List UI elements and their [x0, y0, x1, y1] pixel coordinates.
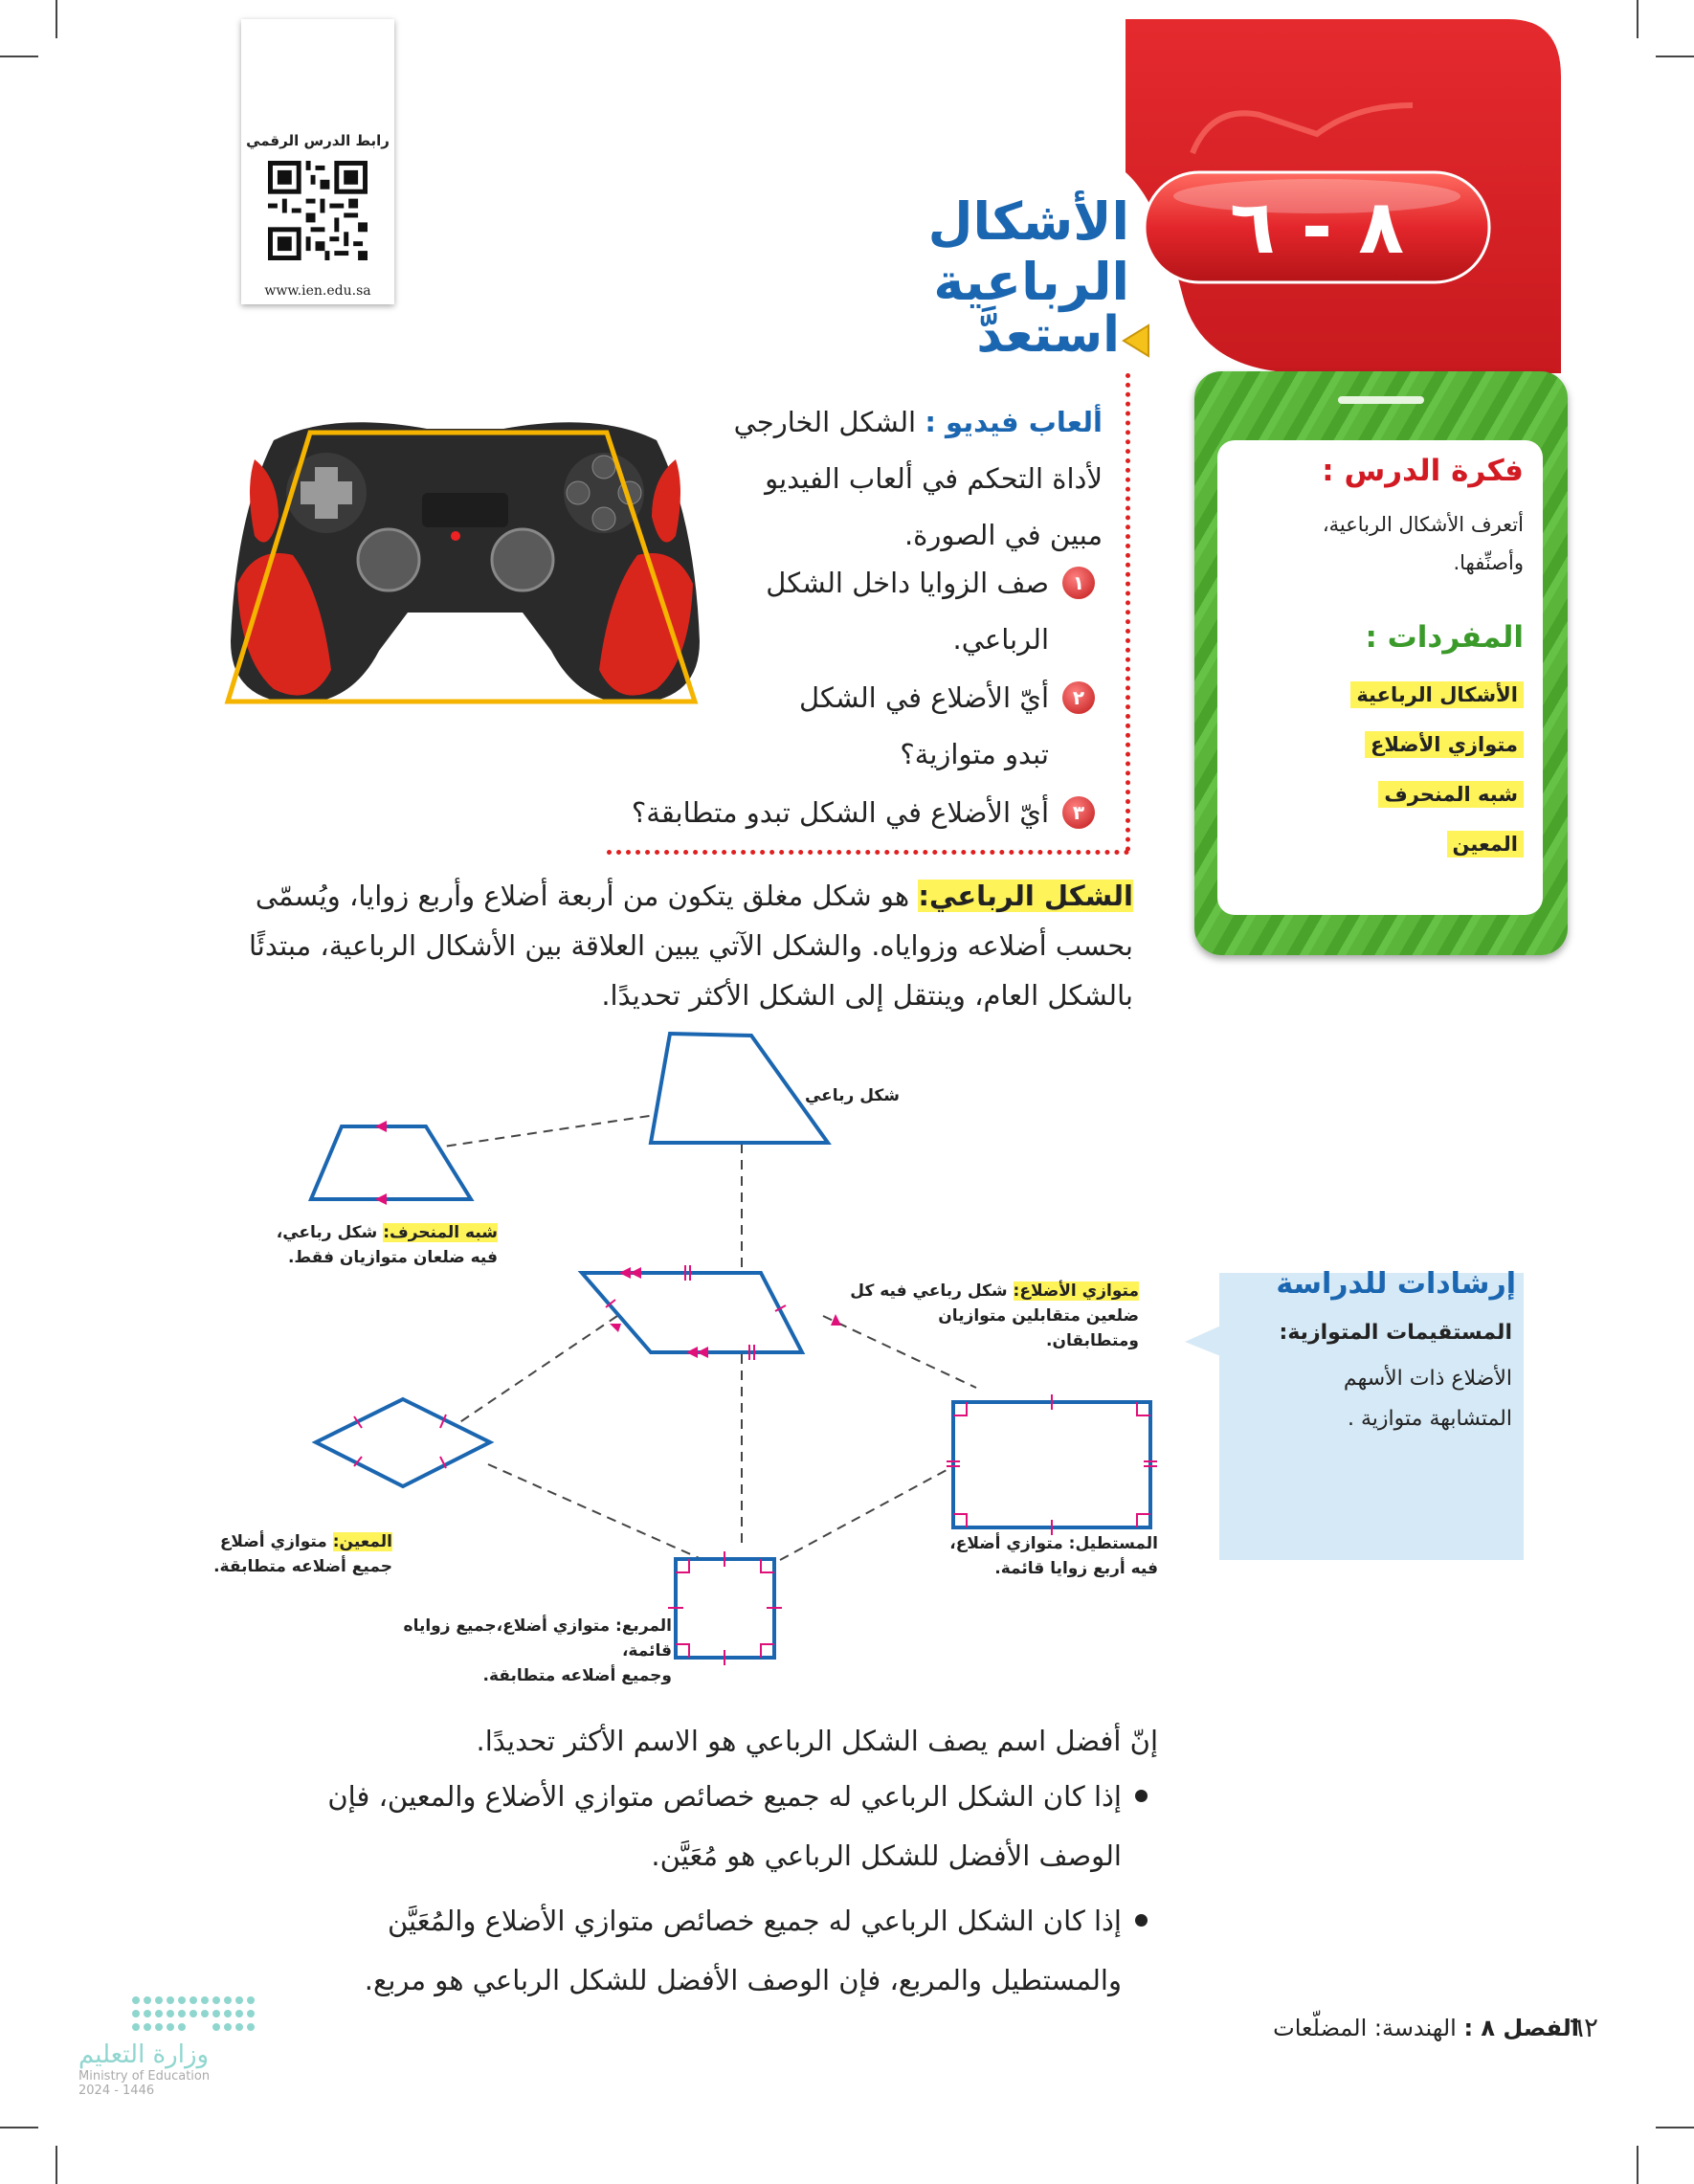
qr-label: رابط الدرس الرقمي: [246, 132, 390, 149]
parallelogram-desc1: شكل رباعي فيه كل: [850, 1281, 1008, 1301]
link-rectangle-square: [780, 1464, 957, 1560]
qr-url[interactable]: www.ien.edu.sa: [264, 283, 371, 299]
idea-line2: وأصنِّفها.: [1453, 551, 1524, 574]
ministry-emblem-icon: [126, 1991, 270, 2040]
rhombus-desc2: جميع أضلاعه متطابقة.: [213, 1557, 392, 1576]
trapezoid-desc2: فيه ضلعان متوازيان فقط.: [287, 1248, 498, 1267]
game-controller-image: [216, 402, 714, 716]
rhombus-term: المعين:: [332, 1532, 392, 1551]
rectangle-shape: [953, 1402, 1150, 1527]
play-arrow-icon: [1122, 323, 1150, 358]
ministry-name-en: Ministry of Education: [78, 2069, 211, 2084]
ministry-name-ar: وزارة التعليم: [78, 2040, 210, 2069]
study-tips-title: إرشادات للدراسة: [1276, 1267, 1516, 1301]
bullet-1-line2: الوصف الأفضل للشكل الرباعي هو مُعَيَّن.: [651, 1839, 1122, 1872]
intro-keyword: ألعاب فيديو :: [925, 406, 1103, 438]
parallelogram-shape: [582, 1273, 802, 1352]
definition-line1: هو شكل مغلق يتكون من أربعة أضلاع وأربع زوايا، ويُسمّى: [255, 880, 910, 912]
link-quad-trapezoid: [431, 1115, 656, 1148]
square-line2: وجميع أضلاعه متطابقة.: [482, 1666, 672, 1685]
bullet-dot: [1135, 1914, 1148, 1927]
bullet-1-line1: إذا كان الشكل الرباعي له جميع خصائص متوازي الأضلاع والمعين، فإن: [327, 1780, 1122, 1813]
intro-text: [727, 394, 1103, 564]
chapter-title: الهندسة: المضلّعات: [1273, 2015, 1457, 2041]
square-shape: [676, 1559, 774, 1658]
question-number-1: ١: [1062, 567, 1095, 599]
bullet-2: [287, 1891, 1122, 2010]
question-2-line1: أيّ الأضلاع في الشكل: [798, 681, 1049, 714]
label-rectangle: [938, 1531, 1158, 1581]
dotted-divider-vertical: [1126, 373, 1130, 852]
study-tips-text: [1244, 1359, 1512, 1439]
ministry-logo: [78, 1991, 270, 2098]
label-trapezoid: [249, 1220, 498, 1270]
study-tips-subtitle: المستقيمات المتوازية:: [1279, 1321, 1512, 1345]
question-1-line1: صف الزوايا داخل الشكل: [766, 567, 1049, 599]
idea-title: فكرة الدرس :: [1322, 454, 1524, 488]
trapezoid-shape: [311, 1126, 471, 1199]
best-name-intro: إنّ أفضل اسم يصف الشكل الرباعي هو الاسم الأكثر تحديدًا.: [476, 1725, 1158, 1757]
chapter-footer: [1101, 2015, 1579, 2041]
definition-line2: بحسب أضلاعه وزواياه. والشكل الآتي يبين العلاقة بين الأشكال الرباعية، مبتدئًا: [248, 929, 1133, 962]
intro-line2: لأداة التحكم في ألعاب الفيديو: [765, 462, 1103, 495]
dotted-divider-horizontal: [607, 850, 1129, 855]
bullet-dot: [1135, 1790, 1148, 1802]
definition-term: الشكل الرباعي:: [918, 880, 1133, 912]
bullet-1: [287, 1767, 1122, 1885]
rectangle-line1: المستطيل: متوازي أضلاع،: [949, 1534, 1158, 1553]
lesson-number: ٨ - ٦: [1230, 184, 1404, 271]
label-rhombus: [201, 1529, 392, 1579]
idea-text: [1323, 505, 1524, 582]
vocab-item: متوازي الأضلاع: [1365, 731, 1524, 758]
parallelogram-term: متوازي الأضلاع:: [1013, 1281, 1139, 1301]
bullet-2-line2: والمستطيل والمربع، فإن الوصف الأفضل للشكل الرباعي هو مربع.: [364, 1964, 1122, 1996]
question-1-line2: الرباعي.: [952, 623, 1049, 656]
speech-pointer-icon: [1183, 1321, 1223, 1361]
sidebar-tab: [1338, 396, 1424, 404]
sidebar-panel: [1217, 440, 1543, 915]
rectangle-line2: فيه أربع زوايا قائمة.: [994, 1559, 1158, 1578]
label-parallelogram: [842, 1279, 1139, 1353]
question-1: [727, 555, 1049, 668]
bullet-2-line1: إذا كان الشكل الرباعي له جميع خصائص متوازي الأضلاع والمُعَيَّن: [387, 1905, 1122, 1937]
question-2-line2: تبدو متوازية؟: [900, 738, 1049, 770]
question-number-3: ٣: [1062, 796, 1095, 829]
link-rhombus-square: [488, 1464, 703, 1560]
vocab-item: الأشكال الرباعية: [1350, 681, 1524, 708]
chapter-label: الفصل ٨ :: [1463, 2015, 1579, 2041]
definition-line3: بالشكل العام، وينتقل إلى الشكل الأكثر تحديدًا.: [601, 979, 1133, 1012]
vocab-item: المعين: [1447, 831, 1525, 858]
question-3-line1: أيّ الأضلاع في الشكل تبدو متطابقة؟: [631, 796, 1049, 829]
rhombus-shape: [316, 1399, 490, 1486]
square-line1: المربع: متوازي أضلاع،جميع زواياه قائمة،: [403, 1616, 672, 1660]
vocab-title: المفردات :: [1365, 620, 1524, 655]
question-3: [536, 785, 1049, 841]
parallelogram-desc2: ضلعين متقابلين متوازيان ومتطابقان.: [938, 1306, 1139, 1350]
intro-line3: مبين في الصورة.: [903, 519, 1103, 551]
label-quadrilateral: شكل رباعي: [804, 1086, 900, 1105]
label-square: [354, 1614, 672, 1688]
page-number: ٦٢: [1569, 2012, 1598, 2043]
qr-code-icon[interactable]: [268, 161, 368, 260]
study-tips-line2: المتشابهة متوازية .: [1348, 1407, 1512, 1431]
idea-line1: أتعرف الأشكال الرباعية،: [1322, 513, 1524, 536]
question-2: [727, 670, 1049, 783]
ministry-year: 2024 - 1446: [78, 2084, 155, 2098]
lesson-title: الأشكال الرباعية: [927, 191, 1129, 312]
get-ready-title: استعدَّ: [976, 306, 1120, 364]
study-tips-line1: الأضلاع ذات الأسهم: [1343, 1367, 1512, 1391]
qr-card[interactable]: [241, 19, 394, 304]
trapezoid-desc1: شكل رباعي،: [276, 1223, 378, 1242]
rhombus-desc1: متوازي أضلاع: [219, 1532, 327, 1551]
intro-line1: الشكل الخارجي: [733, 406, 917, 438]
trapezoid-term: شبه المنحرف:: [383, 1223, 498, 1242]
definition-paragraph: [230, 871, 1133, 1020]
lesson-sidebar: [1194, 371, 1568, 955]
vocab-item: شبه المنحرف: [1378, 781, 1524, 808]
question-number-2: ٢: [1062, 681, 1095, 714]
